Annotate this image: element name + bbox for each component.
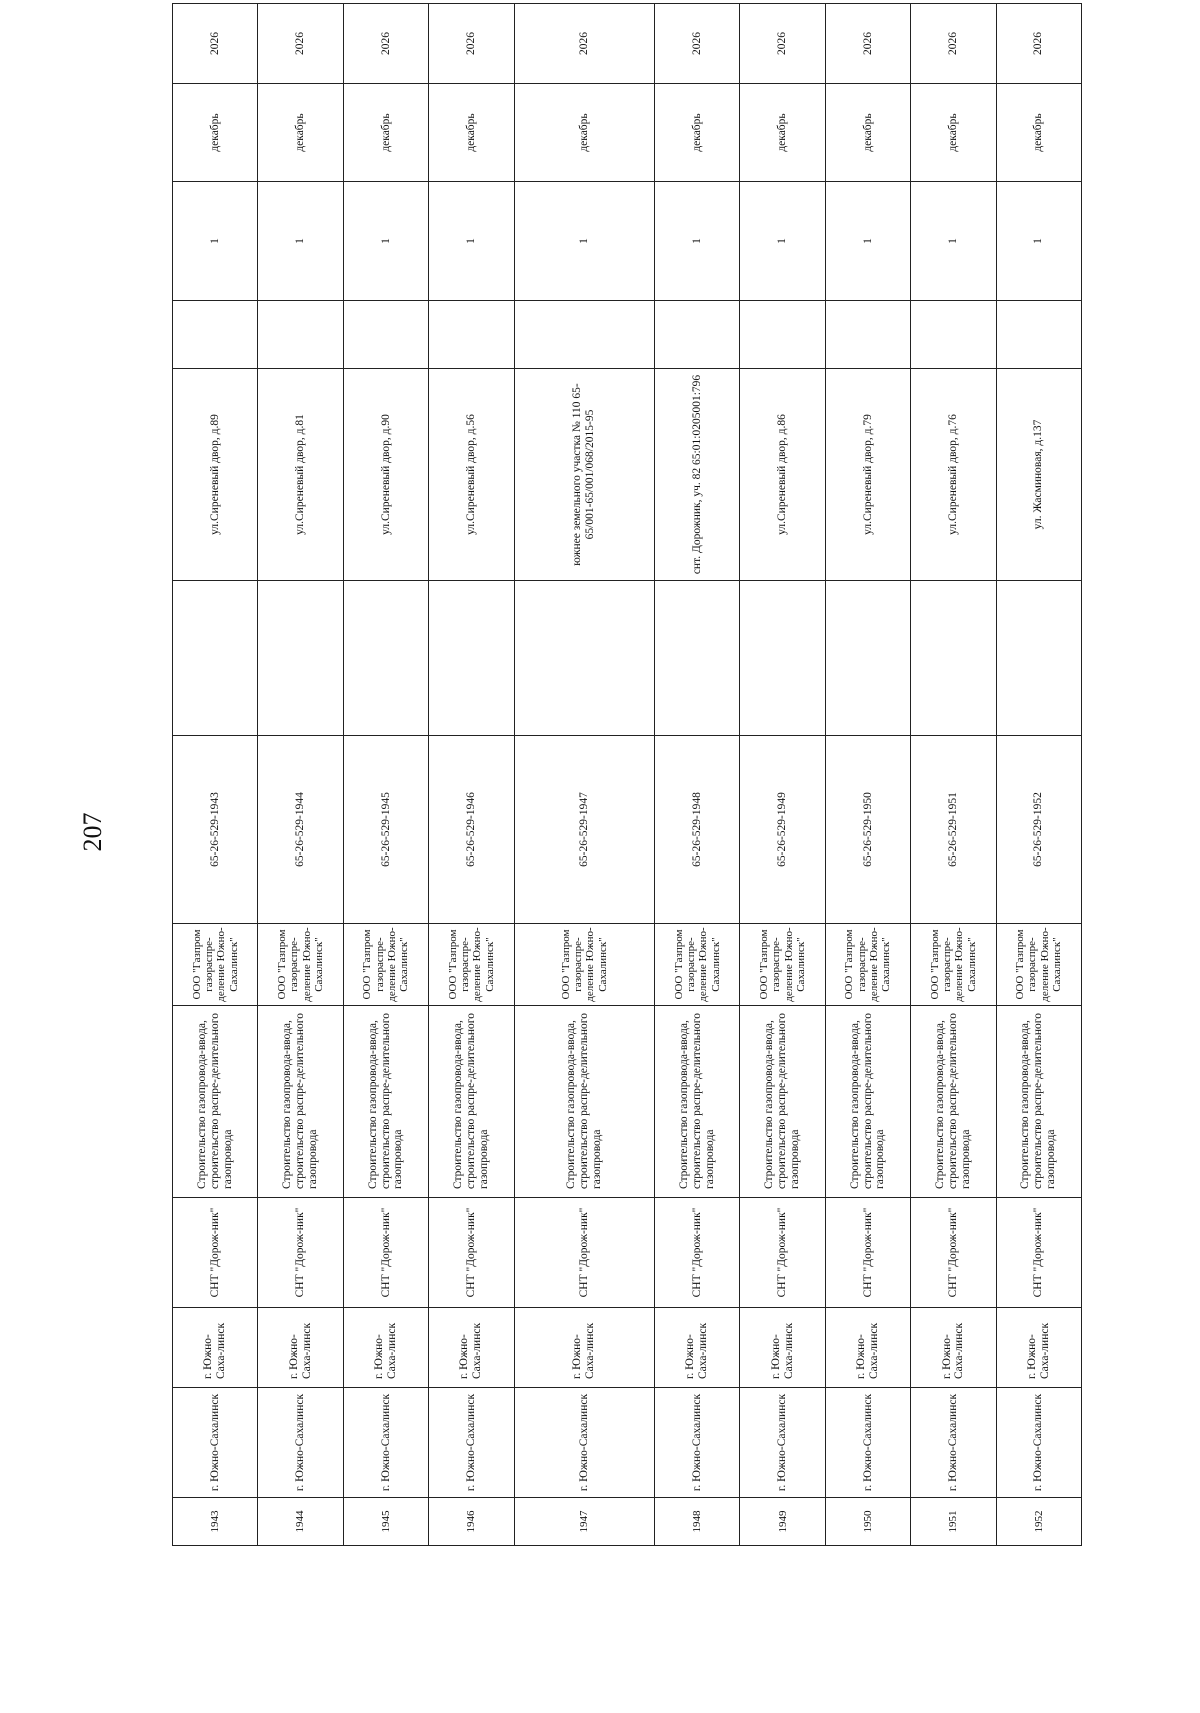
address-cell: снт. Дорожник, уч. 82 65:01:0205001:796: [655, 369, 740, 581]
snt-cell: СНТ "Дорож-ник": [343, 1198, 428, 1308]
district-cell: г. Южно-Сахалинск: [655, 1388, 740, 1498]
settlement-cell: г. Южно-Саха-линск: [655, 1308, 740, 1388]
district-cell: г. Южно-Сахалинск: [173, 1388, 258, 1498]
year-cell: 2026: [825, 4, 910, 84]
year-cell: 2026: [173, 4, 258, 84]
empty-cell: [911, 581, 996, 736]
count-cell: 1: [911, 182, 996, 301]
address-cell: ул.Сиреневый двор, д.76: [911, 369, 996, 581]
empty-cell: [343, 581, 428, 736]
empty-cell: [514, 301, 655, 369]
count-cell: 1: [740, 182, 825, 301]
row-number: 1951: [911, 1498, 996, 1546]
address-cell: ул.Сиреневый двор, д.90: [343, 369, 428, 581]
month-cell: декабрь: [911, 84, 996, 182]
month-cell: декабрь: [514, 84, 655, 182]
table-row: [514, 4, 655, 1546]
object-code-cell: 65-26-529-1947: [514, 736, 655, 924]
organization-cell: ООО "Газпром газораспре-деление Южно-Сахалинск": [429, 924, 514, 1006]
snt-cell: СНТ "Дорож-ник": [911, 1198, 996, 1308]
count-cell: 1: [343, 182, 428, 301]
year-cell: 2026: [429, 4, 514, 84]
count-cell: 1: [429, 182, 514, 301]
row-number: 1950: [825, 1498, 910, 1546]
count-cell: 1: [996, 182, 1081, 301]
table-row: [740, 4, 825, 1546]
work-description-cell: Строительство газопровода-ввода, строительство распре-делительного газопровода: [655, 1006, 740, 1198]
month-cell: декабрь: [740, 84, 825, 182]
snt-cell: СНТ "Дорож-ник": [996, 1198, 1081, 1308]
rotated-table-frame: [172, 32, 1082, 1546]
empty-cell: [825, 301, 910, 369]
row-number: 1946: [429, 1498, 514, 1546]
year-cell: 2026: [740, 4, 825, 84]
address-cell: ул.Сиреневый двор, д.79: [825, 369, 910, 581]
snt-cell: СНТ "Дорож-ник": [429, 1198, 514, 1308]
organization-cell: ООО "Газпром газораспре-деление Южно-Сахалинск": [655, 924, 740, 1006]
table-row: [429, 4, 514, 1546]
settlement-cell: г. Южно-Саха-линск: [825, 1308, 910, 1388]
table-row: [911, 4, 996, 1546]
settlement-cell: г. Южно-Саха-линск: [258, 1308, 343, 1388]
organization-cell: ООО "Газпром газораспре-деление Южно-Сахалинск": [996, 924, 1081, 1006]
empty-cell: [173, 581, 258, 736]
year-cell: 2026: [655, 4, 740, 84]
settlement-cell: г. Южно-Саха-линск: [996, 1308, 1081, 1388]
work-description-cell: Строительство газопровода-ввода, строительство распре-делительного газопровода: [258, 1006, 343, 1198]
empty-cell: [429, 301, 514, 369]
row-number: 1943: [173, 1498, 258, 1546]
snt-cell: СНТ "Дорож-ник": [655, 1198, 740, 1308]
empty-cell: [911, 301, 996, 369]
table-row: [258, 4, 343, 1546]
row-number: 1949: [740, 1498, 825, 1546]
work-description-cell: Строительство газопровода-ввода, строительство распре-делительного газопровода: [996, 1006, 1081, 1198]
count-cell: 1: [173, 182, 258, 301]
district-cell: г. Южно-Сахалинск: [343, 1388, 428, 1498]
organization-cell: ООО "Газпром газораспре-деление Южно-Сахалинск": [514, 924, 655, 1006]
address-cell: ул. Жасминовая, д.137: [996, 369, 1081, 581]
object-code-cell: 65-26-529-1952: [996, 736, 1081, 924]
snt-cell: СНТ "Дорож-ник": [514, 1198, 655, 1308]
year-cell: 2026: [911, 4, 996, 84]
organization-cell: ООО "Газпром газораспре-деление Южно-Сахалинск": [825, 924, 910, 1006]
month-cell: декабрь: [655, 84, 740, 182]
month-cell: декабрь: [429, 84, 514, 182]
year-cell: 2026: [514, 4, 655, 84]
work-description-cell: Строительство газопровода-ввода, строительство распре-делительного газопровода: [740, 1006, 825, 1198]
year-cell: 2026: [996, 4, 1081, 84]
settlement-cell: г. Южно-Саха-линск: [740, 1308, 825, 1388]
table-row: [996, 4, 1081, 1546]
address-cell: ул.Сиреневый двор, д.56: [429, 369, 514, 581]
month-cell: декабрь: [343, 84, 428, 182]
object-code-cell: 65-26-529-1951: [911, 736, 996, 924]
work-description-cell: Строительство газопровода-ввода, строительство распре-делительного газопровода: [343, 1006, 428, 1198]
page-number: 207: [78, 812, 107, 852]
object-code-cell: 65-26-529-1949: [740, 736, 825, 924]
settlement-cell: г. Южно-Саха-линск: [429, 1308, 514, 1388]
district-cell: г. Южно-Сахалинск: [429, 1388, 514, 1498]
district-cell: г. Южно-Сахалинск: [825, 1388, 910, 1498]
count-cell: 1: [514, 182, 655, 301]
count-cell: 1: [655, 182, 740, 301]
month-cell: декабрь: [173, 84, 258, 182]
snt-cell: СНТ "Дорож-ник": [740, 1198, 825, 1308]
address-cell: ул.Сиреневый двор, д.89: [173, 369, 258, 581]
work-description-cell: Строительство газопровода-ввода, строительство распре-делительного газопровода: [514, 1006, 655, 1198]
empty-cell: [825, 581, 910, 736]
object-code-cell: 65-26-529-1943: [173, 736, 258, 924]
organization-cell: ООО "Газпром газораспре-деление Южно-Сахалинск": [740, 924, 825, 1006]
district-cell: г. Южно-Сахалинск: [911, 1388, 996, 1498]
empty-cell: [740, 301, 825, 369]
empty-cell: [258, 301, 343, 369]
address-cell: ул.Сиреневый двор, д.86: [740, 369, 825, 581]
month-cell: декабрь: [996, 84, 1081, 182]
empty-cell: [996, 581, 1081, 736]
object-code-cell: 65-26-529-1946: [429, 736, 514, 924]
table-row: [825, 4, 910, 1546]
object-code-cell: 65-26-529-1948: [655, 736, 740, 924]
work-description-cell: Строительство газопровода-ввода, строительство распре-делительного газопровода: [429, 1006, 514, 1198]
organization-cell: ООО "Газпром газораспре-деление Южно-Сахалинск": [911, 924, 996, 1006]
settlement-cell: г. Южно-Саха-линск: [173, 1308, 258, 1388]
empty-cell: [258, 581, 343, 736]
settlement-cell: г. Южно-Саха-линск: [911, 1308, 996, 1388]
table-row: [343, 4, 428, 1546]
empty-cell: [429, 581, 514, 736]
empty-cell: [655, 301, 740, 369]
empty-cell: [740, 581, 825, 736]
organization-cell: ООО "Газпром газораспре-деление Южно-Сахалинск": [173, 924, 258, 1006]
organization-cell: ООО "Газпром газораспре-деление Южно-Сахалинск": [258, 924, 343, 1006]
snt-cell: СНТ "Дорож-ник": [173, 1198, 258, 1308]
address-cell: ул.Сиреневый двор, д.81: [258, 369, 343, 581]
table-container: [172, 32, 1082, 1546]
empty-cell: [996, 301, 1081, 369]
district-cell: г. Южно-Сахалинск: [514, 1388, 655, 1498]
address-cell: южнее земельного участка № 110 65-65/001-65/001/068/2015-95: [514, 369, 655, 581]
district-cell: г. Южно-Сахалинск: [740, 1388, 825, 1498]
snt-cell: СНТ "Дорож-ник": [825, 1198, 910, 1308]
row-number: 1952: [996, 1498, 1081, 1546]
table-row: [655, 4, 740, 1546]
year-cell: 2026: [343, 4, 428, 84]
object-code-cell: 65-26-529-1944: [258, 736, 343, 924]
gas-connection-table: [172, 3, 1082, 1546]
district-cell: г. Южно-Сахалинск: [258, 1388, 343, 1498]
row-number: 1945: [343, 1498, 428, 1546]
settlement-cell: г. Южно-Саха-линск: [514, 1308, 655, 1388]
empty-cell: [173, 301, 258, 369]
settlement-cell: г. Южно-Саха-линск: [343, 1308, 428, 1388]
row-number: 1948: [655, 1498, 740, 1546]
empty-cell: [343, 301, 428, 369]
count-cell: 1: [258, 182, 343, 301]
year-cell: 2026: [258, 4, 343, 84]
month-cell: декабрь: [258, 84, 343, 182]
row-number: 1944: [258, 1498, 343, 1546]
work-description-cell: Строительство газопровода-ввода, строительство распре-делительного газопровода: [173, 1006, 258, 1198]
snt-cell: СНТ "Дорож-ник": [258, 1198, 343, 1308]
row-number: 1947: [514, 1498, 655, 1546]
object-code-cell: 65-26-529-1945: [343, 736, 428, 924]
work-description-cell: Строительство газопровода-ввода, строительство распре-делительного газопровода: [825, 1006, 910, 1198]
empty-cell: [514, 581, 655, 736]
table-row: [173, 4, 258, 1546]
object-code-cell: 65-26-529-1950: [825, 736, 910, 924]
district-cell: г. Южно-Сахалинск: [996, 1388, 1081, 1498]
count-cell: 1: [825, 182, 910, 301]
work-description-cell: Строительство газопровода-ввода, строительство распре-делительного газопровода: [911, 1006, 996, 1198]
empty-cell: [655, 581, 740, 736]
month-cell: декабрь: [825, 84, 910, 182]
organization-cell: ООО "Газпром газораспре-деление Южно-Сахалинск": [343, 924, 428, 1006]
